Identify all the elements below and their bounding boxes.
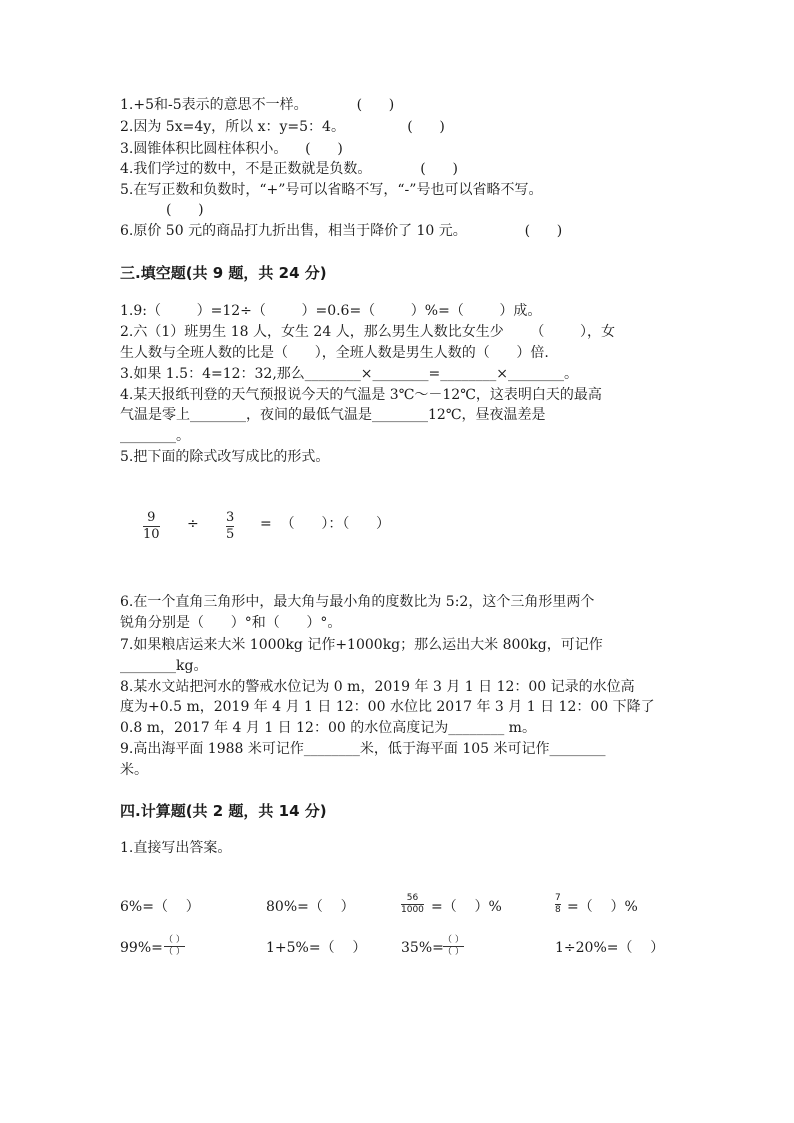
calc-1-div-20-percent: 1÷20%=（ ）: [555, 940, 665, 956]
fill-q9-line2: 米。: [120, 762, 148, 778]
fill-q1: 1.9:（ ）=12÷（ ）=0.6=（ ）%=（ ）成。: [120, 303, 542, 319]
fill-q4-line3: ________。: [120, 428, 190, 444]
fill-q4-line1: 4.某天报纸刊登的天气预报说今天的气温是 3℃～－12℃，这表明白天的最高: [120, 387, 602, 403]
fill-q2-line2: 生人数与全班人数的比是（ ），全班人数是男生人数的（ ）倍.: [120, 345, 549, 361]
fill-q9-line1: 9.高出海平面 1988 米可记作________米，低于海平面 105 米可记作________: [120, 741, 606, 757]
fill-q4-line2: 气温是零上________，夜间的最低气温是________12℃，昼夜温差是: [120, 407, 546, 423]
calc-7-8-answer: =（ ）%: [567, 899, 638, 915]
fill-q8-line2: 度为+0.5 m，2019 年 4 月 1 日 12：00 水位比 2017 年 3 月 1 日 12：00 下降了: [120, 699, 655, 715]
fraction-7-8: [555, 893, 561, 916]
fill-q6-line2: 锐角分别是（ ）°和（ ）°。: [120, 615, 342, 631]
judge-q5-answer: ( ): [166, 202, 204, 218]
division-sign: ÷: [187, 516, 199, 532]
calc-q1: 1.直接写出答案。: [120, 840, 232, 856]
fraction-denominator: 8: [555, 905, 561, 915]
fraction-denominator: 10: [143, 527, 160, 542]
calc-80-percent: 80%=（ ）: [266, 899, 355, 915]
fraction-denominator: （ ）: [443, 947, 464, 957]
fraction-numerator: （ ）: [443, 935, 464, 945]
fraction-56-1000: [401, 893, 424, 916]
calc-1-plus-5-percent: 1+5%=（ ）: [266, 940, 367, 956]
calc-56-1000-answer: =（ ）%: [431, 899, 502, 915]
fraction-9-10: [143, 510, 160, 543]
fraction-denominator: 1000: [401, 905, 424, 915]
fraction-numerator: 7: [555, 893, 561, 903]
calc-35-percent: 35%=: [401, 940, 444, 956]
fraction-denominator: （ ）: [164, 947, 185, 957]
fraction-numerator: 9: [147, 510, 156, 525]
calc-6-percent: 6%=（ ）: [120, 899, 200, 915]
answer-fraction: [164, 935, 185, 958]
fraction-denominator: 5: [226, 527, 235, 542]
fraction-numerator: （ ）: [164, 935, 185, 945]
fill-q8-line1: 8.某水文站把河水的警戒水位记为 0 m，2019 年 3 月 1 日 12：00 记录的水位高: [120, 679, 635, 695]
judge-q2: 2.因为 5x=4y，所以 x：y=5：4。 ( ): [120, 119, 445, 135]
answer-fraction: [443, 935, 464, 958]
fill-q7-line1: 7.如果粮店运来大米 1000kg 记作+1000kg；那么运出大米 800kg，可记作: [120, 637, 603, 653]
fraction-3-5: [226, 510, 234, 543]
judge-q1: 1.+5和-5表示的意思不一样。 ( ): [120, 97, 395, 113]
calc-99-percent: 99%=: [120, 940, 163, 956]
judge-q3: 3.圆锥体积比圆柱体积小。 ( ): [120, 141, 343, 157]
fill-q7-line2: ________kg。: [120, 658, 208, 674]
fill-q2-line1: 2.六（1）班男生 18 人，女生 24 人，那么男生人数比女生少 （ ），女: [120, 324, 615, 340]
fill-q5: 5.把下面的除式改写成比的形式。: [120, 449, 330, 465]
fill-q3: 3.如果 1.5：4=12：32,那么________×________=________×________。: [120, 366, 578, 382]
fraction-numerator: 3: [226, 510, 235, 525]
fill-q6-line1: 6.在一个直角三角形中，最大角与最小角的度数比为 5:2，这个三角形里两个: [120, 594, 595, 610]
section4-title: 四.计算题(共 2 题，共 14 分): [120, 802, 327, 820]
judge-q4: 4.我们学过的数中，不是正数就是负数。 ( ): [120, 161, 458, 177]
section3-title: 三.填空题(共 9 题，共 24 分): [120, 264, 327, 282]
fill-q8-line3: 0.8 m，2017 年 4 月 1 日 12：00 的水位高度记为________ m。: [120, 720, 536, 736]
judge-q6: 6.原价 50 元的商品打九折出售，相当于降价了 10 元。 ( ): [120, 223, 563, 239]
fraction-numerator: 56: [406, 893, 419, 903]
judge-q5-line1: 5.在写正数和负数时，“+”号可以省略不写，“-”号也可以省略不写。: [120, 182, 543, 198]
ratio-answer: = （ ）：（ ）: [260, 516, 391, 532]
